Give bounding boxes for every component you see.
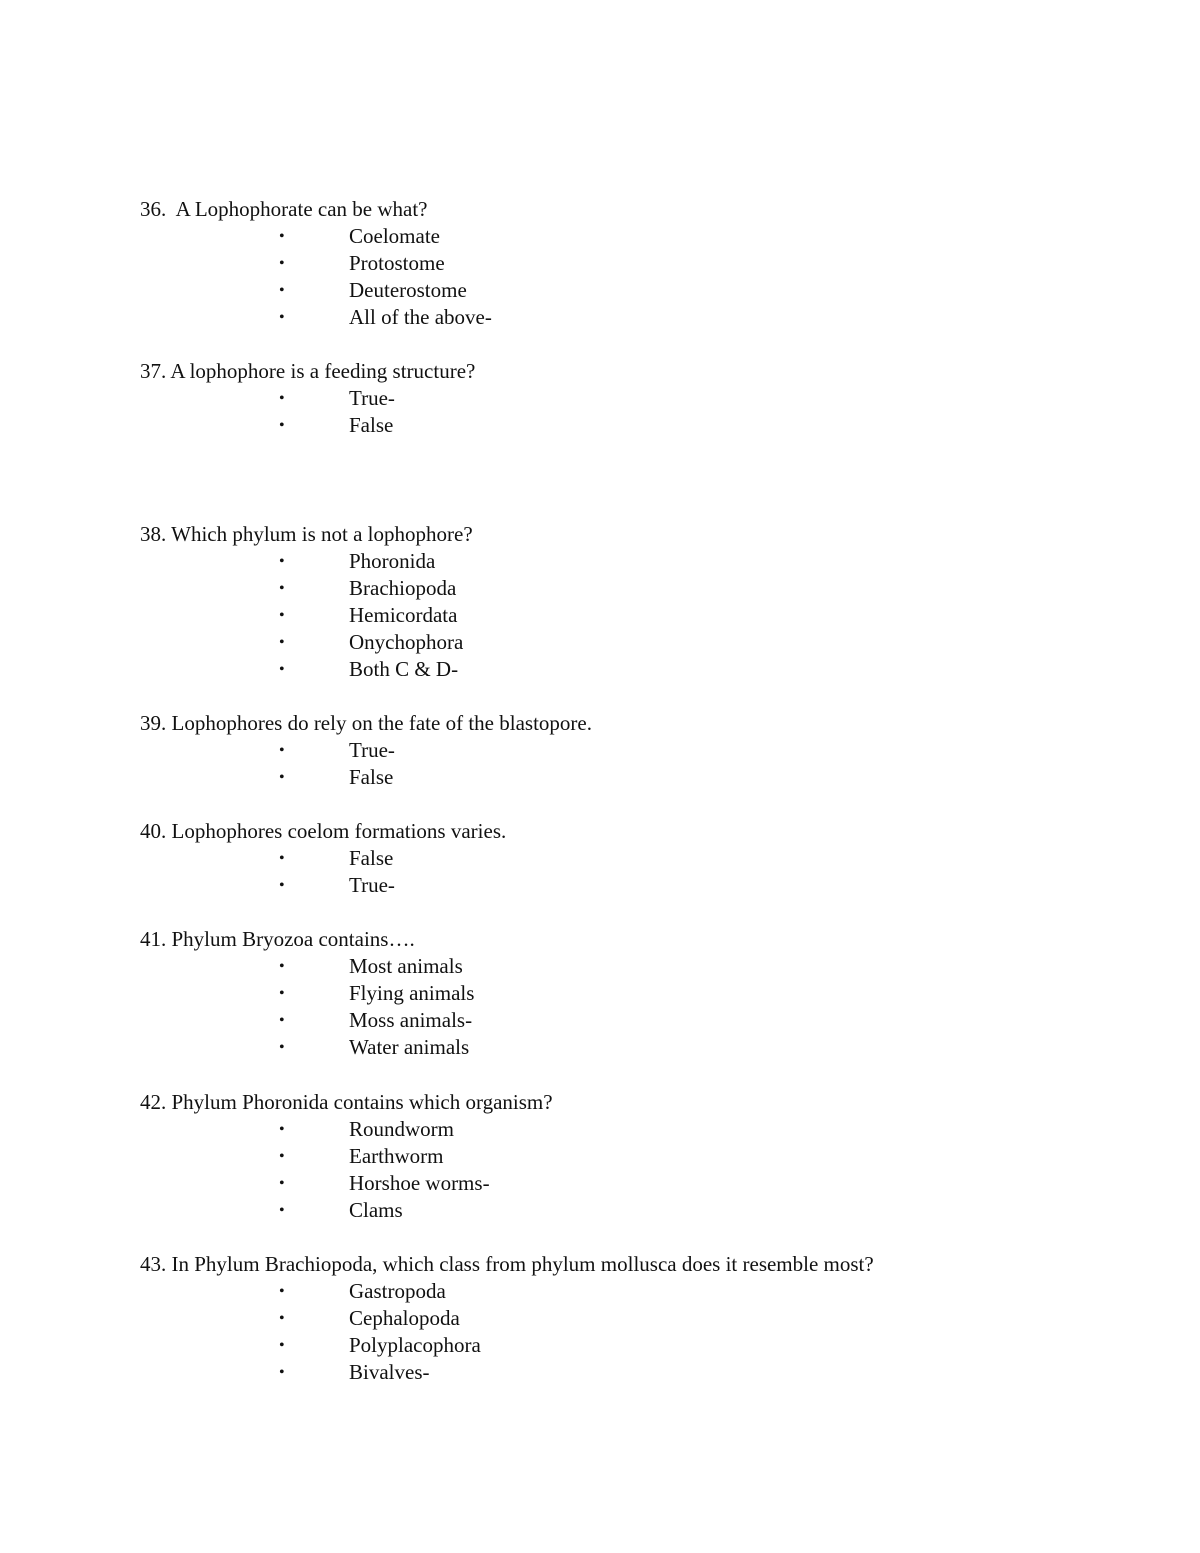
list-item xyxy=(140,953,1140,980)
list-item xyxy=(140,1034,1140,1061)
question-39 xyxy=(140,710,1140,791)
list-item xyxy=(140,764,1140,791)
bullet-icon: • xyxy=(279,1337,285,1354)
bullet-icon: • xyxy=(279,850,285,867)
option-text: True- xyxy=(349,738,395,762)
option-text: Coelomate xyxy=(349,224,440,248)
bullet-icon: • xyxy=(279,417,285,434)
option-list xyxy=(140,1116,1140,1224)
option-text: Clams xyxy=(349,1198,403,1222)
bullet-icon: • xyxy=(279,661,285,678)
bullet-icon: • xyxy=(279,769,285,786)
bullet-icon: • xyxy=(279,580,285,597)
option-text: All of the above- xyxy=(349,305,492,329)
option-text: Phoronida xyxy=(349,549,436,573)
bullet-icon: • xyxy=(279,1039,285,1056)
list-item xyxy=(140,277,1140,304)
list-item xyxy=(140,1197,1140,1224)
question-42 xyxy=(140,1089,1140,1224)
option-text: Most animals xyxy=(349,954,463,978)
option-text: Moss animals- xyxy=(349,1008,473,1032)
bullet-icon: • xyxy=(279,1148,285,1165)
list-item xyxy=(140,1116,1140,1143)
list-item xyxy=(140,629,1140,656)
list-item xyxy=(140,304,1140,331)
bullet-icon: • xyxy=(279,1175,285,1192)
question-title: 36. A Lophophorate can be what? xyxy=(140,197,428,221)
bullet-icon: • xyxy=(279,742,285,759)
option-text: Deuterostome xyxy=(349,278,467,302)
bullet-icon: • xyxy=(279,1283,285,1300)
bullet-icon: • xyxy=(279,1121,285,1138)
list-item xyxy=(140,412,1140,439)
option-text: False xyxy=(349,846,394,870)
option-text: Polyplacophora xyxy=(349,1333,481,1357)
option-text: Both C & D- xyxy=(349,657,459,681)
question-36 xyxy=(140,196,1140,331)
option-text: Brachiopoda xyxy=(349,576,457,600)
bullet-icon: • xyxy=(279,1012,285,1029)
option-text: False xyxy=(349,765,394,789)
option-list xyxy=(140,548,1140,683)
list-item xyxy=(140,1170,1140,1197)
bullet-icon: • xyxy=(279,390,285,407)
bullet-icon: • xyxy=(279,309,285,326)
list-item xyxy=(140,223,1140,250)
option-list xyxy=(140,953,1140,1061)
option-list xyxy=(140,385,1140,439)
bullet-icon: • xyxy=(279,1364,285,1381)
bullet-icon: • xyxy=(279,607,285,624)
question-38 xyxy=(140,521,1140,683)
option-text: True- xyxy=(349,873,395,897)
list-item xyxy=(140,845,1140,872)
option-text: Earthworm xyxy=(349,1144,444,1168)
list-item xyxy=(140,250,1140,277)
list-item xyxy=(140,1278,1140,1305)
question-title: 42. Phylum Phoronida contains which organism? xyxy=(140,1090,553,1114)
list-item xyxy=(140,737,1140,764)
question-title: 38. Which phylum is not a lophophore? xyxy=(140,522,473,546)
bullet-icon: • xyxy=(279,553,285,570)
option-list xyxy=(140,223,1140,331)
bullet-icon: • xyxy=(279,1310,285,1327)
question-40 xyxy=(140,818,1140,899)
question-title: 40. Lophophores coelom formations varies. xyxy=(140,819,507,843)
option-text: Bivalves- xyxy=(349,1360,430,1384)
option-list xyxy=(140,737,1140,791)
bullet-icon: • xyxy=(279,877,285,894)
option-text: Onychophora xyxy=(349,630,464,654)
bullet-icon: • xyxy=(279,255,285,272)
question-title: 43. In Phylum Brachiopoda, which class from phylum mollusca does it resemble most? xyxy=(140,1252,874,1276)
option-list xyxy=(140,845,1140,899)
bullet-icon: • xyxy=(279,985,285,1002)
list-item xyxy=(140,1007,1140,1034)
option-text: False xyxy=(349,413,394,437)
list-item xyxy=(140,872,1140,899)
option-text: Gastropoda xyxy=(349,1279,446,1303)
option-text: Roundworm xyxy=(349,1117,454,1141)
list-item xyxy=(140,602,1140,629)
question-37 xyxy=(140,358,1140,439)
list-item xyxy=(140,656,1140,683)
option-text: Flying animals xyxy=(349,981,475,1005)
list-item xyxy=(140,1305,1140,1332)
option-text: Cephalopoda xyxy=(349,1306,460,1330)
bullet-icon: • xyxy=(279,228,285,245)
list-item xyxy=(140,980,1140,1007)
option-text: Protostome xyxy=(349,251,445,275)
question-41 xyxy=(140,926,1140,1061)
question-title: 39. Lophophores do rely on the fate of the blastopore. xyxy=(140,711,592,735)
list-item xyxy=(140,1143,1140,1170)
option-list xyxy=(140,1278,1140,1386)
list-item xyxy=(140,575,1140,602)
list-item xyxy=(140,1332,1140,1359)
question-title: 41. Phylum Bryozoa contains…. xyxy=(140,927,415,951)
question-43 xyxy=(140,1251,1140,1386)
list-item xyxy=(140,548,1140,575)
option-text: True- xyxy=(349,386,395,410)
bullet-icon: • xyxy=(279,958,285,975)
list-item xyxy=(140,1359,1140,1386)
option-text: Horshoe worms- xyxy=(349,1171,490,1195)
bullet-icon: • xyxy=(279,282,285,299)
option-text: Hemicordata xyxy=(349,603,458,627)
bullet-icon: • xyxy=(279,634,285,651)
option-text: Water animals xyxy=(349,1035,470,1059)
question-title: 37. A lophophore is a feeding structure? xyxy=(140,359,476,383)
bullet-icon: • xyxy=(279,1202,285,1219)
list-item xyxy=(140,385,1140,412)
